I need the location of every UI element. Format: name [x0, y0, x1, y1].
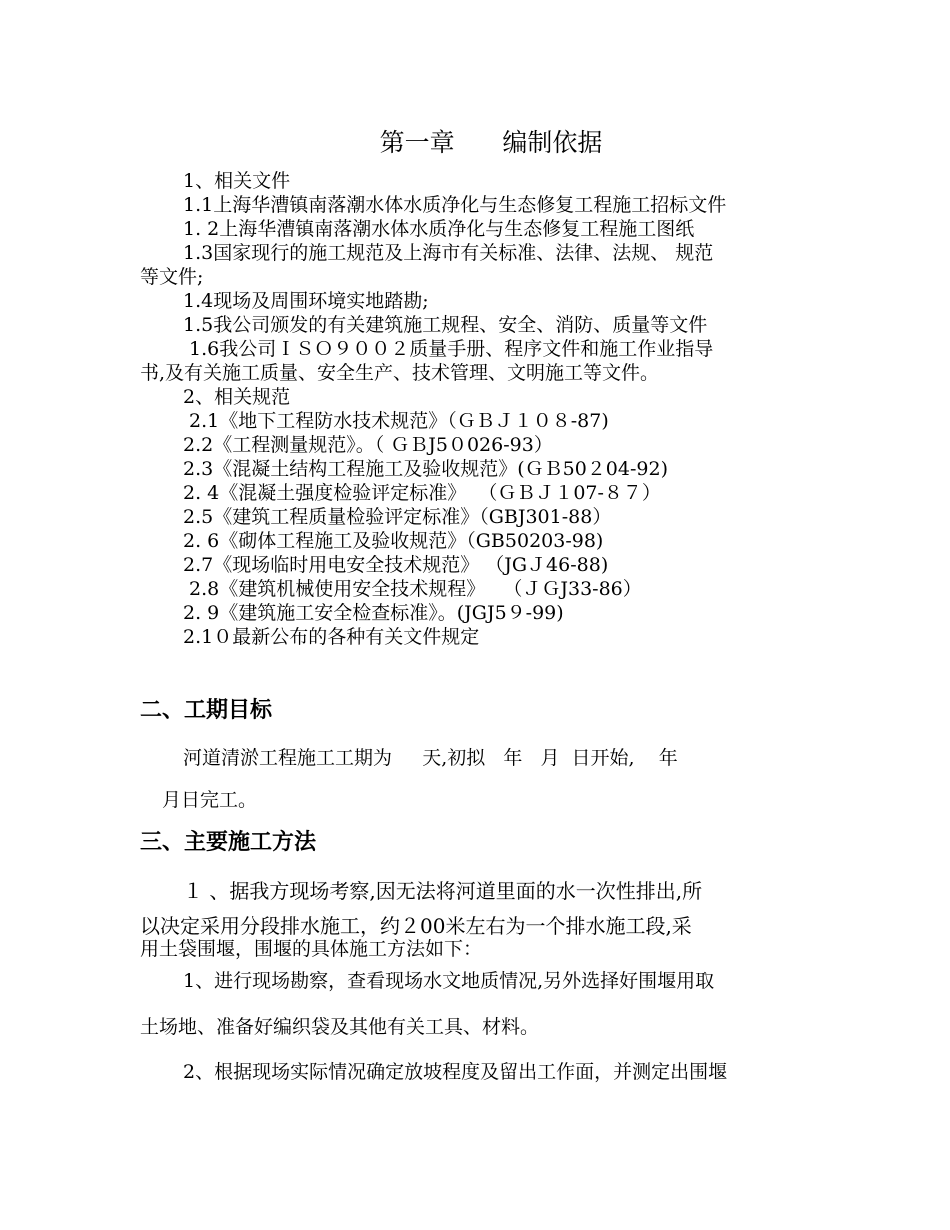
standard-item: 2.1０最新公布的各种有关文件规定 — [183, 626, 480, 648]
standard-item: 2. 9《建筑施工安全检查标准》。(JGJ5９-99) — [183, 602, 564, 624]
list-item-continuation: 等文件; — [140, 266, 204, 288]
section-heading-construction-methods: 三、主要施工方法 — [140, 830, 317, 855]
method-paragraph-line: 以决定采用分段排水施工，约２00米左右为一个排水施工段,采 — [140, 914, 692, 938]
standard-item: 2. 6《砌体工程施工及验收规范》（GB50203-98) — [183, 530, 604, 552]
method-step-line: 2、根据现场实际情况确定放坡程度及留出工作面，并测定出围堰 — [183, 1061, 728, 1083]
standard-item: 2. 4《混凝土强度检验评定标准》 （ＧＢＪ１07-８７） — [183, 482, 661, 504]
list-item: 1. 2上海华漕镇南落潮水体水质净化与生态修复工程施工图纸 — [183, 218, 695, 240]
list-item: 1.3国家现行的施工规范及上海市有关标准、法律、法规、 规范 — [183, 242, 714, 264]
standard-item: 2.5《建筑工程质量检验评定标准》（GBJ301-88） — [183, 506, 612, 528]
list-item-continuation: 书,及有关施工质量、安全生产、技术管理、文明施工等文件。 — [140, 362, 660, 384]
schedule-text: 河道清淤工程施工工期为 天,初拟 年 月 日开始, 年 — [183, 747, 678, 769]
chapter-title: 第一章 编制依据 — [379, 128, 603, 157]
standard-item: 2.1《地下工程防水技术规范》（ＧＢＪ１０８-87) — [183, 410, 609, 432]
standard-item: 2.7《现场临时用电安全技术规范》 （JGＪ46-88) — [183, 554, 609, 576]
section-heading-related-documents: 1、相关文件 — [183, 170, 291, 192]
list-item: 1.4现场及周围环境实地踏勘; — [183, 290, 429, 312]
standard-item: 2.2《工程测量规范》。（ ＧＢJ5０026-93） — [183, 434, 553, 456]
standard-item: 2.8《建筑机械使用安全技术规程》 （ＪＧJ33-86） — [183, 578, 642, 600]
list-item: 1.5我公司颁发的有关建筑施工规程、安全、消防、质量等文件 — [183, 314, 708, 336]
method-step-line: 土场地、准备好编织袋及其他有关工具、材料。 — [140, 1016, 540, 1038]
list-item: 1.6我公司ＩＳＯ９００２质量手册、程序文件和施工作业指导 — [183, 338, 714, 360]
method-paragraph-line: 用土袋围堰，围堰的具体施工方法如下： — [140, 938, 483, 960]
method-step-line: 1、进行现场勘察，查看现场水文地质情况,另外选择好围堰用取 — [183, 970, 715, 992]
standard-item: 2.3《混凝土结构工程施工及验收规范》(ＧＢ50２04-92) — [183, 458, 668, 480]
schedule-text-continuation: 月日完工。 — [162, 789, 258, 811]
list-item: 1.1上海华漕镇南落潮水体水质净化与生态修复工程施工招标文件 — [183, 194, 727, 216]
method-paragraph-line: １ 、据我方现场考察,因无法将河道里面的水一次性排出,所 — [183, 879, 703, 903]
section-heading-related-standards: 2、相关规范 — [183, 386, 291, 408]
section-heading-schedule: 二、工期目标 — [140, 698, 273, 723]
